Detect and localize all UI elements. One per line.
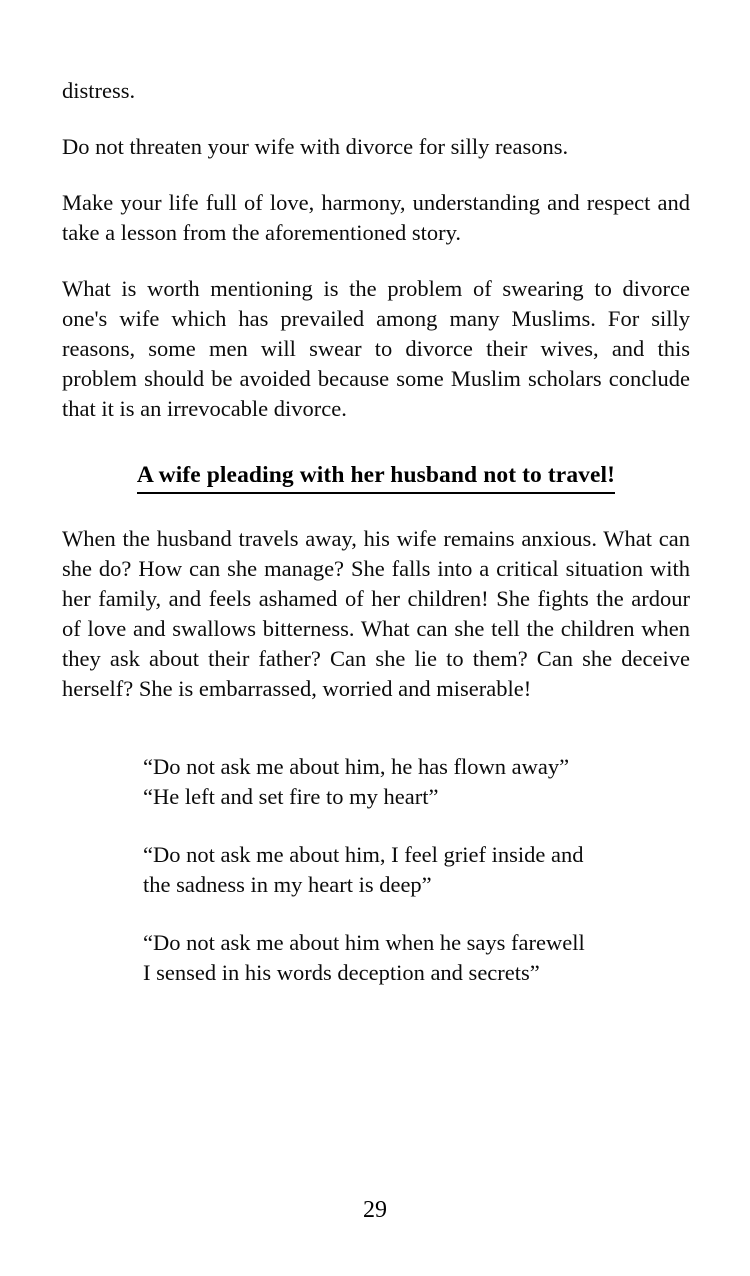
paragraph-do-not-threaten: Do not threaten your wife with divorce for silly reasons.	[62, 134, 569, 159]
verse-line: “Do not ask me about him, I feel grief inside and	[143, 842, 584, 867]
paragraph-wife-remains-anxious: When the husband travels away, his wife remains anxious. What can she do? How can she manage? She falls into a critical situation with her family, and feels ashamed of her children! She fights the ardour of love and swallows bitterness. What can she tell the children when they ask about their father? Can she lie to them? Can she deceive herself? She is embarrassed, worried and miserable!	[62, 526, 690, 701]
verse-line: “Do not ask me about him, he has flown away”	[143, 754, 570, 779]
paragraph-swearing-to-divorce: What is worth mentioning is the problem of swearing to divorce one's wife which has prevailed among many Muslims. For silly reasons, some men will swear to divorce their wives, and this problem should be avoided because some Muslim scholars conclude that it is an irrevocable divorce.	[62, 276, 690, 421]
page-number: 29	[363, 1197, 387, 1223]
verse-block-3	[62, 928, 690, 988]
paragraph-make-your-life: Make your life full of love, harmony, understanding and respect and take a lesson from the aforementioned story.	[62, 190, 690, 245]
verse-line: the sadness in my heart is deep”	[143, 872, 432, 897]
verse-block-2	[62, 840, 690, 900]
section-heading-wrapper	[62, 460, 690, 494]
section-heading: A wife pleading with her husband not to travel!	[137, 460, 615, 494]
verse-line: “Do not ask me about him when he says farewell	[143, 930, 585, 955]
paragraph-distress: distress.	[62, 78, 136, 103]
verse-line: “He left and set fire to my heart”	[143, 784, 439, 809]
verse-block-1	[62, 752, 690, 812]
verse-spacer	[62, 730, 690, 752]
verse-line: I sensed in his words deception and secrets”	[143, 960, 540, 985]
page-content	[62, 76, 690, 988]
